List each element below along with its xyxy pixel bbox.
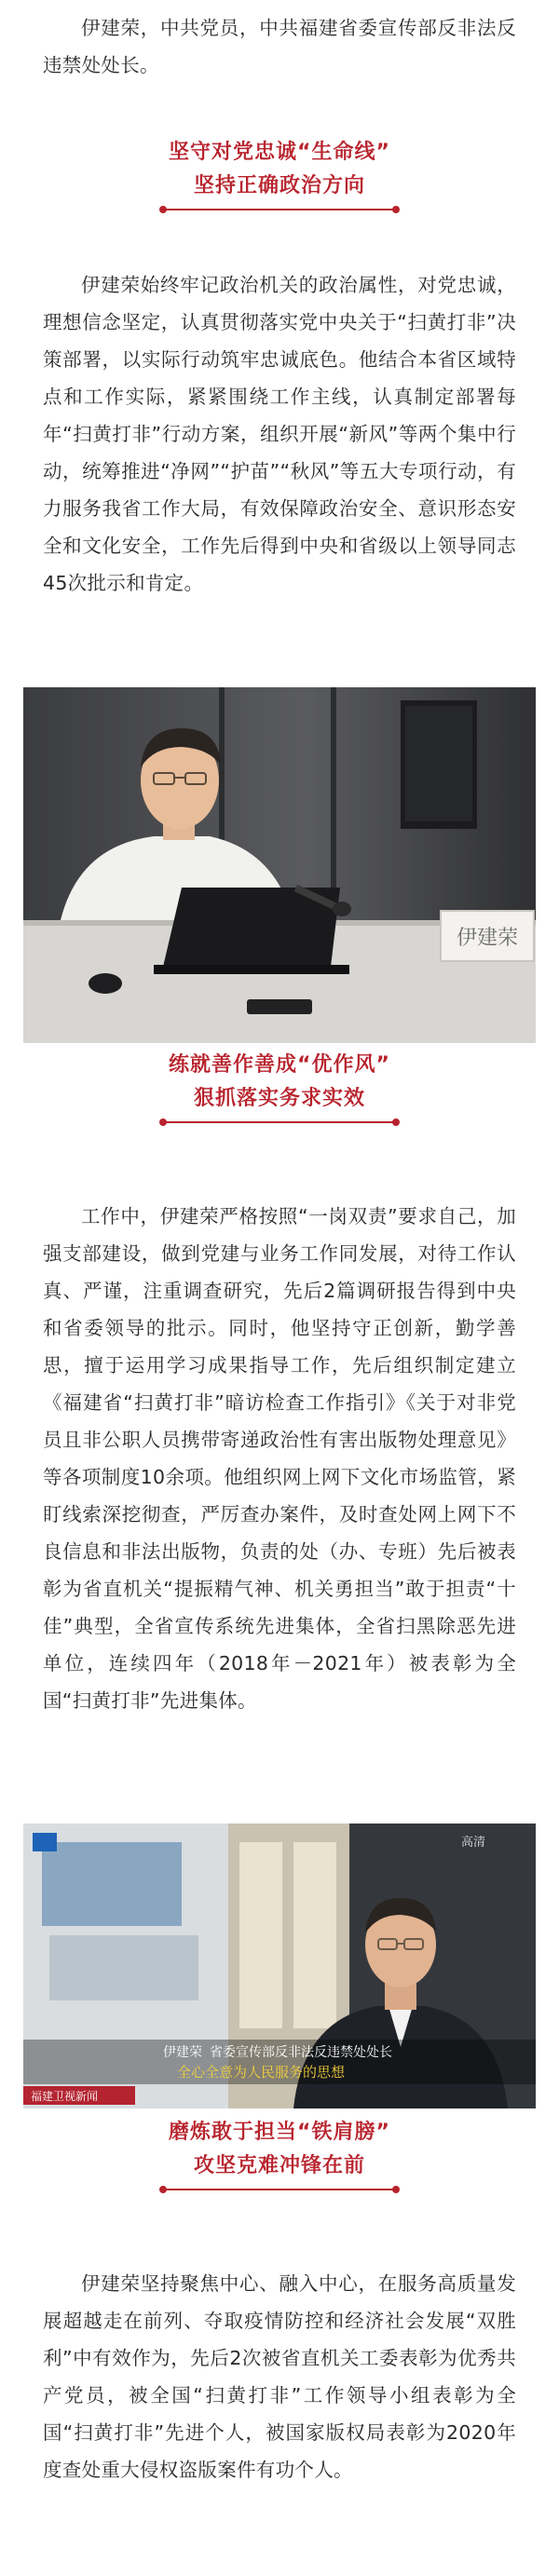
section2-body: 工作中，伊建荣严格按照“一岗双责”要求自己，加强支部建设，做到党建与业务工作同发展，对待工作认真、严谨，注重调查研究，先后2篇调研报告得到中央和省委领导的批示。同时，他坚持守正创新，勤学善思，擅于运用学习成果指导工作，先后组织制定建立《福建省“扫黄打非”暗访检查工作指引》《关于对非党员且非公职人员携带寄递政治性有害出版物处理意见》等各项制度10余项。他组织网上网下文化市场监管，紧盯线索深挖彻查，严厉查办案件，及时查处网上网下不良信息和非法出版物，负责的处（办、专班）先后被表彰为省直机关“提振精气神、机关勇担当”敢于担责“十佳”典型，全省宣传系统先进集体，全省扫黑除恶先进单位，连续四年（2018年－2021年）被表彰为全国“扫黄打非”先进集体。 xyxy=(43,1205,516,1712)
intro-paragraph: 伊建荣，中共党员，中共福建省委宣传部反非法反违禁处处长。 xyxy=(43,17,516,76)
section3-heading xyxy=(0,2116,559,2190)
section3-divider xyxy=(163,2189,396,2190)
tv-logo-icon xyxy=(33,1833,57,1851)
section3-title-line1: 磨炼敢于担当“铁肩膀” xyxy=(169,2121,390,2144)
photo-tv-interview xyxy=(23,1824,536,2108)
section2-heading xyxy=(0,1049,559,1123)
section1-divider xyxy=(163,209,396,210)
section2-divider xyxy=(163,1121,396,1123)
section1-title-line2: 坚持正确政治方向 xyxy=(193,174,365,197)
nameplate-text: 伊建荣 xyxy=(456,927,519,950)
caption-title: 省委宣传部反非法反违禁处处长 xyxy=(210,2045,392,2060)
section1-heading xyxy=(0,136,559,210)
section1-body: 伊建荣始终牢记政治机关的政治属性，对党忠诚，理想信念坚定，认真贯彻落实党中央关于“扫黄打非”决策部署，以实际行动筑牢忠诚底色。他结合本省区域特点和工作实际，紧紧围绕工作主线，认真制定部署每年“扫黄打非”行动方案，组织开展“新风”等两个集中行动，统筹推进“净网”“护苗”“秋风”等五大专项行动，有力服务我省工作大局，有效保障政治安全、意识形态安全和文化安全，工作先后得到中央和省级以上领导同志45次批示和肯定。 xyxy=(43,274,516,594)
section2-title-line2: 狠抓落实务求实效 xyxy=(193,1087,365,1110)
station-name: 福建卫视新闻 xyxy=(31,2090,99,2103)
tv-corner-text: 高清 xyxy=(461,1836,486,1850)
section3-title-line2: 攻坚克难冲锋在前 xyxy=(193,2154,365,2177)
mouse-shape xyxy=(89,973,122,994)
photo-speaker-at-desk xyxy=(23,687,536,1043)
section1-title-line1: 坚守对党忠诚“生命线” xyxy=(169,141,390,164)
section3-body: 伊建荣坚持聚焦中心、融入中心，在服务高质量发展超越走在前列、夺取疫情防控和经济社会发展“双胜利”中有效作为，先后2次被省直机关工委表彰为优秀共产党员，被全国“扫黄打非”工作领导小组表彰为全国“扫黄打非”先进个人，被国家版权局表彰为2020年度查处重大侵权盗版案件有功个人。 xyxy=(43,2272,516,2481)
caption-quote: 全心全意为人民服务的思想 xyxy=(177,2064,346,2081)
caption-name: 伊建荣 xyxy=(163,2045,202,2060)
section2-title-line1: 练就善作善成“优作风” xyxy=(169,1053,390,1077)
